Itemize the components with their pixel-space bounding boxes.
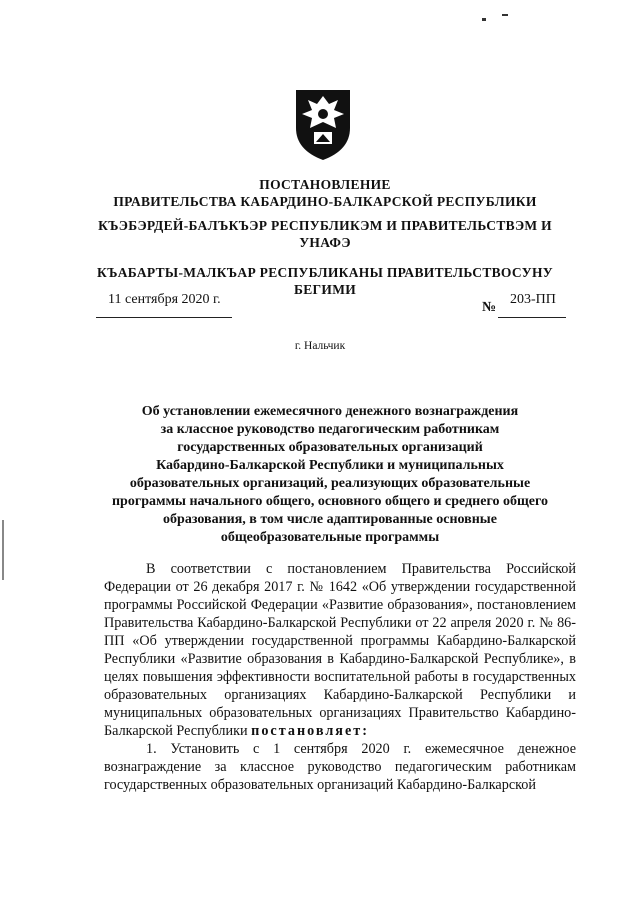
document-date: 11 сентября 2020 г.: [108, 292, 221, 307]
body-paragraph-1: [104, 560, 576, 740]
title-line: образовательных организаций, реализующих образовательные: [129, 476, 531, 491]
document-number: 203-ПП: [510, 292, 556, 307]
city-label: г. Нальчик: [294, 340, 346, 352]
resolves-keyword: постановляет:: [251, 723, 369, 739]
scan-speck: [482, 18, 486, 21]
title-line: Кабардино-Балкарской Республики и муниципальных: [156, 458, 504, 473]
title-line: образования, в том числе адаптированные основные: [163, 512, 497, 527]
header-line-5: КЪАБАРТЫ-МАЛКЪАР РЕСПУБЛИКАНЫ ПРАВИТЕЛЬСТВОСУНУ: [97, 265, 553, 280]
number-underline: [498, 317, 566, 318]
header-title: [80, 176, 570, 210]
title-line: программы начального общего, основного общего и среднего общего: [111, 494, 549, 509]
header-line-2: ПРАВИТЕЛЬСТВА КАБАРДИНО-БАЛКАРСКОЙ РЕСПУБЛИКИ: [113, 194, 537, 209]
header-line-3: КЪЭБЭРДЕЙ-БАЛЪКЪЭР РЕСПУБЛИКЭМ И ПРАВИТЕЛЬСТВЭМ И: [98, 218, 552, 233]
scan-speck: [502, 14, 508, 16]
title-line: за классное руководство педагогическим работникам: [160, 422, 500, 437]
title-line: общеобразовательные программы: [220, 530, 440, 545]
title-line: Об установлении ежемесячного денежного вознаграждения: [141, 404, 519, 419]
date-underline: [96, 317, 232, 318]
document-body: [104, 560, 576, 794]
header-line-1: ПОСТАНОВЛЕНИЕ: [259, 177, 391, 192]
header-line-6: БЕГИМИ: [293, 282, 357, 297]
body-paragraph-2: 1. Установить с 1 сентября 2020 г. ежемесячное денежное вознаграждение за классное руководство педагогическим работникам государственных образовательных организаций Кабардино-Балкарской: [104, 741, 576, 793]
document-title: [90, 403, 570, 547]
header-line-4: УНАФЭ: [299, 235, 351, 250]
paragraph-1-text: В соответствии с постановлением Правительства Российской Федерации от 26 декабря 2017 г. № 1642 «Об утверждении государственной программы Российской Федерации «Развитие образования», постановлением Правительства Кабардино-Балкарской Республики от 22 апреля 2020 г. № 86-ПП «Об утверждении государственной программы Кабардино-Балкарской Республики «Развитие образования в Кабардино-Балкарской Республике», в целях повышения эффективности воспитательной работы в государственных образовательных организациях Кабардино-Балкарской Республики и муниципальных образовательных организациях Правительство Кабардино-Балкарской Республики: [104, 561, 576, 739]
coat-of-arms-emblem: [292, 84, 354, 162]
scan-edge-mark: [2, 520, 4, 580]
header-kabardian: [80, 217, 570, 251]
title-line: государственных образовательных организаций: [177, 440, 483, 455]
number-sign: №: [482, 300, 497, 315]
